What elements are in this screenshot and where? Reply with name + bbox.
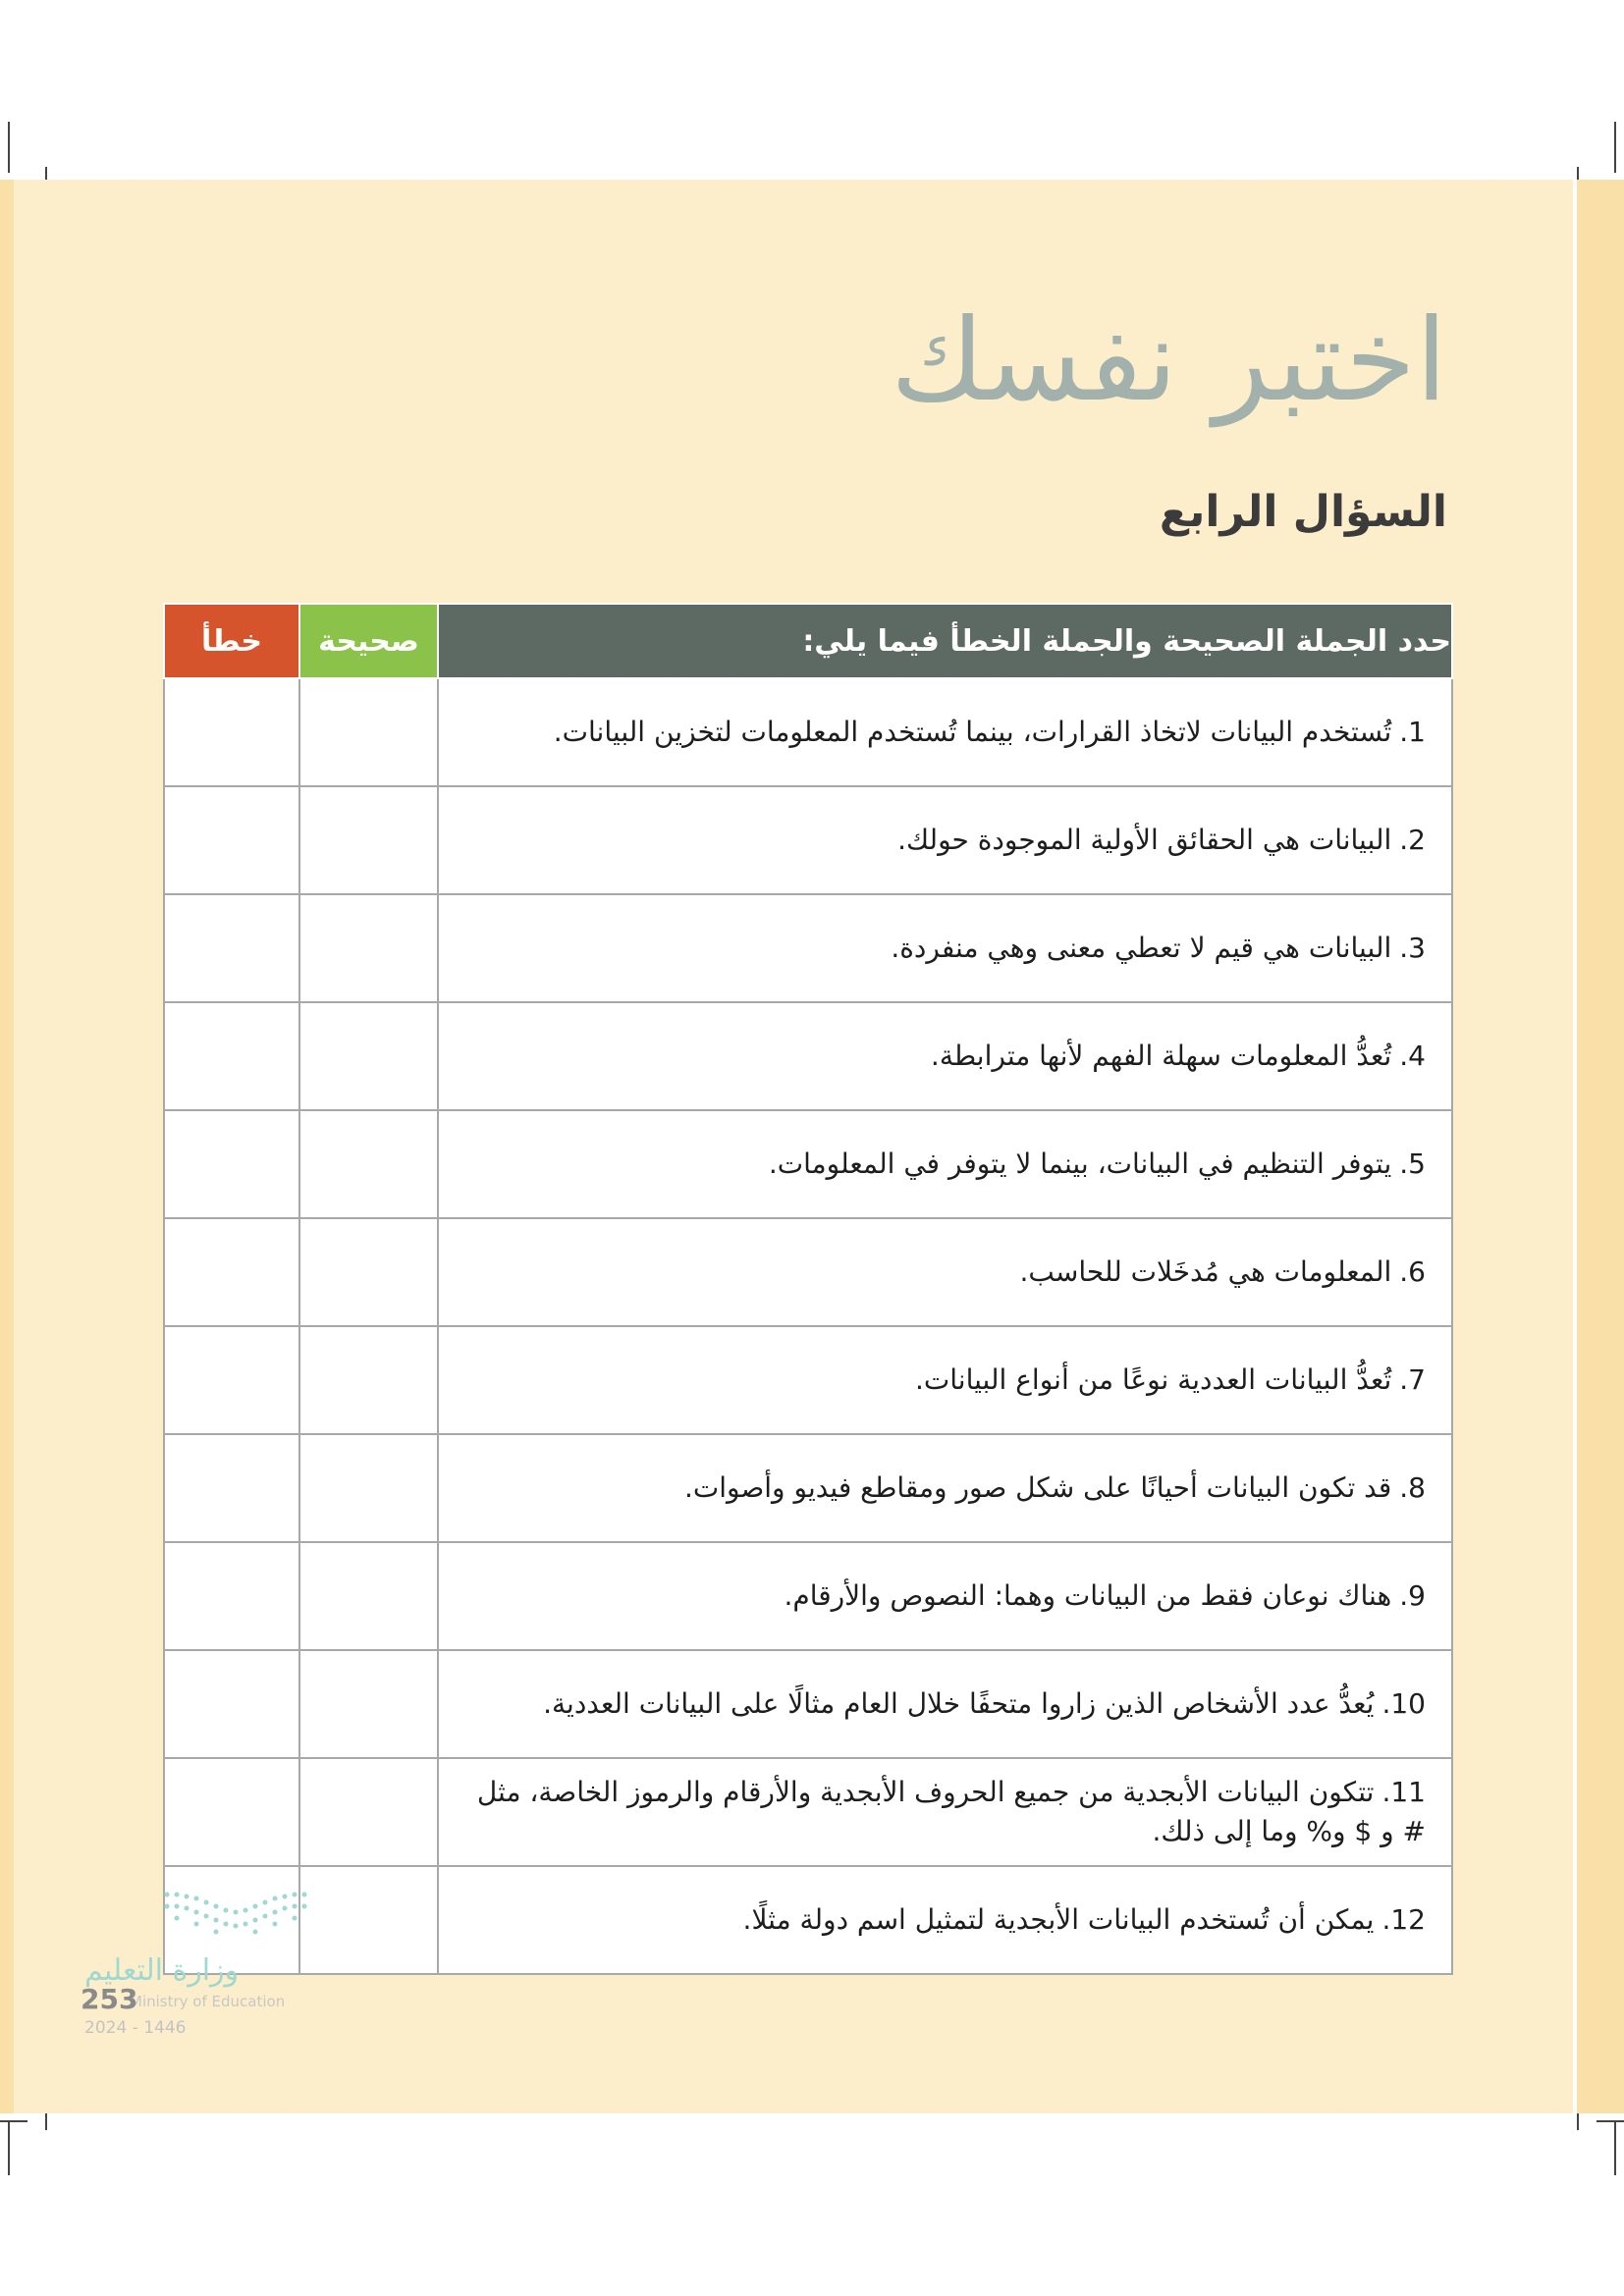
statement-cell: [438, 1110, 1452, 1218]
table-row: [164, 678, 1452, 786]
table-body: [164, 678, 1452, 1974]
table-row: [164, 1110, 1452, 1218]
statement-number: 12.: [1381, 1903, 1426, 1936]
correct-answer-cell[interactable]: [299, 1866, 438, 1974]
table-row: [164, 894, 1452, 1002]
true-false-table: [163, 603, 1453, 1975]
table-row: [164, 1758, 1452, 1866]
correct-answer-cell[interactable]: [299, 1542, 438, 1650]
statement-number: 6.: [1399, 1255, 1426, 1288]
statement-cell: [438, 786, 1452, 894]
statement-cell: [438, 1866, 1452, 1974]
header-wrong: خطأ: [164, 604, 299, 678]
statement-number: 4.: [1399, 1040, 1426, 1072]
table-row: [164, 1542, 1452, 1650]
statement-text: يمكن أن تُستخدم البيانات الأبجدية لتمثيل اسم دولة مثلًا.: [742, 1903, 1375, 1936]
statement-text: تُعدُّ البيانات العددية نوعًا من أنواع البيانات.: [914, 1363, 1392, 1396]
ministry-logo-dots: [163, 1887, 320, 1946]
statement-cell: [438, 1758, 1452, 1866]
statement-number: 7.: [1399, 1363, 1426, 1396]
crop-mark: [8, 2122, 10, 2175]
correct-answer-cell[interactable]: [299, 1218, 438, 1326]
statement-cell: [438, 1650, 1452, 1758]
correct-answer-cell[interactable]: [299, 678, 438, 786]
header-correct: صحيحة: [299, 604, 438, 678]
correct-answer-cell[interactable]: [299, 894, 438, 1002]
statement-text: تُستخدم البيانات لاتخاذ القرارات، بينما تُستخدم المعلومات لتخزين البيانات.: [553, 716, 1392, 748]
wrong-answer-cell[interactable]: [164, 1758, 299, 1866]
statement-number: 11.: [1381, 1776, 1426, 1808]
statement-text: البيانات هي قيم لا تعطي معنى وهي منفردة.: [891, 932, 1392, 964]
table-row: [164, 1866, 1452, 1974]
statement-cell: [438, 1326, 1452, 1434]
wrong-answer-cell[interactable]: [164, 1326, 299, 1434]
wrong-answer-cell[interactable]: [164, 894, 299, 1002]
correct-answer-cell[interactable]: [299, 1110, 438, 1218]
ministry-name-english: Ministry of Education: [130, 1993, 286, 2010]
statement-number: 10.: [1381, 1687, 1426, 1720]
page-title: اختبر نفسك: [890, 294, 1447, 427]
crop-mark: [0, 2120, 27, 2122]
page-bleed-right: [1577, 180, 1624, 2113]
statement-text: تتكون البيانات الأبجدية من جميع الحروف الأبجدية والأرقام والرموز الخاصة، مثل # و $ و% وما إلى ذلك.: [476, 1776, 1426, 1847]
correct-answer-cell[interactable]: [299, 1434, 438, 1542]
page-number: 253: [81, 1983, 138, 2015]
wrong-answer-cell[interactable]: [164, 1002, 299, 1110]
statement-cell: [438, 678, 1452, 786]
wrong-answer-cell[interactable]: [164, 1434, 299, 1542]
statement-text: قد تكون البيانات أحيانًا على شكل صور ومقاطع فيديو وأصوات.: [684, 1471, 1392, 1504]
wrong-answer-cell[interactable]: [164, 678, 299, 786]
correct-answer-cell[interactable]: [299, 1326, 438, 1434]
crop-mark: [1614, 2122, 1616, 2175]
table-row: [164, 1650, 1452, 1758]
header-statement: حدد الجملة الصحيحة والجملة الخطأ فيما يلي:: [438, 604, 1452, 678]
wrong-answer-cell[interactable]: [164, 1110, 299, 1218]
statement-cell: [438, 1002, 1452, 1110]
statement-cell: [438, 1542, 1452, 1650]
statement-text: يُعدُّ عدد الأشخاص الذين زاروا متحفًا خلال العام مثالًا على البيانات العددية.: [543, 1687, 1375, 1720]
statement-text: المعلومات هي مُدخَلات للحاسب.: [1019, 1255, 1392, 1288]
statement-number: 3.: [1399, 932, 1426, 964]
table-header-row: [164, 604, 1452, 678]
table-row: [164, 1326, 1452, 1434]
correct-answer-cell[interactable]: [299, 1002, 438, 1110]
wrong-answer-cell[interactable]: [164, 1650, 299, 1758]
statement-number: 5.: [1399, 1148, 1426, 1180]
statement-number: 2.: [1399, 824, 1426, 856]
wrong-answer-cell[interactable]: [164, 786, 299, 894]
wrong-answer-cell[interactable]: [164, 1542, 299, 1650]
page-bleed-divider: [1573, 180, 1577, 2113]
statement-cell: [438, 894, 1452, 1002]
edition-year: 2024 - 1446: [84, 2018, 187, 2038]
statement-cell: [438, 1434, 1452, 1542]
statement-cell: [438, 1218, 1452, 1326]
statement-text: البيانات هي الحقائق الأولية الموجودة حولك.: [897, 824, 1392, 856]
statement-text: تُعدُّ المعلومات سهلة الفهم لأنها مترابطة.: [930, 1040, 1392, 1072]
section-heading: السؤال الرابع: [1159, 487, 1447, 537]
table-row: [164, 1002, 1452, 1110]
crop-mark: [8, 122, 10, 173]
correct-answer-cell[interactable]: [299, 1758, 438, 1866]
table-row: [164, 1434, 1452, 1542]
correct-answer-cell[interactable]: [299, 1650, 438, 1758]
statement-text: هناك نوعان فقط من البيانات وهما: النصوص والأرقام.: [784, 1579, 1392, 1612]
crop-mark: [1614, 122, 1616, 173]
page-bleed-left: [0, 180, 14, 2113]
wrong-answer-cell[interactable]: [164, 1218, 299, 1326]
table-row: [164, 1218, 1452, 1326]
statement-text: يتوفر التنظيم في البيانات، بينما لا يتوفر في المعلومات.: [768, 1148, 1392, 1180]
correct-answer-cell[interactable]: [299, 786, 438, 894]
statement-number: 8.: [1399, 1471, 1426, 1504]
statement-number: 1.: [1399, 716, 1426, 748]
table-row: [164, 786, 1452, 894]
ministry-name-arabic: وزارة التعليم: [84, 1953, 240, 1988]
statement-number: 9.: [1399, 1579, 1426, 1612]
crop-mark: [1597, 2120, 1624, 2122]
